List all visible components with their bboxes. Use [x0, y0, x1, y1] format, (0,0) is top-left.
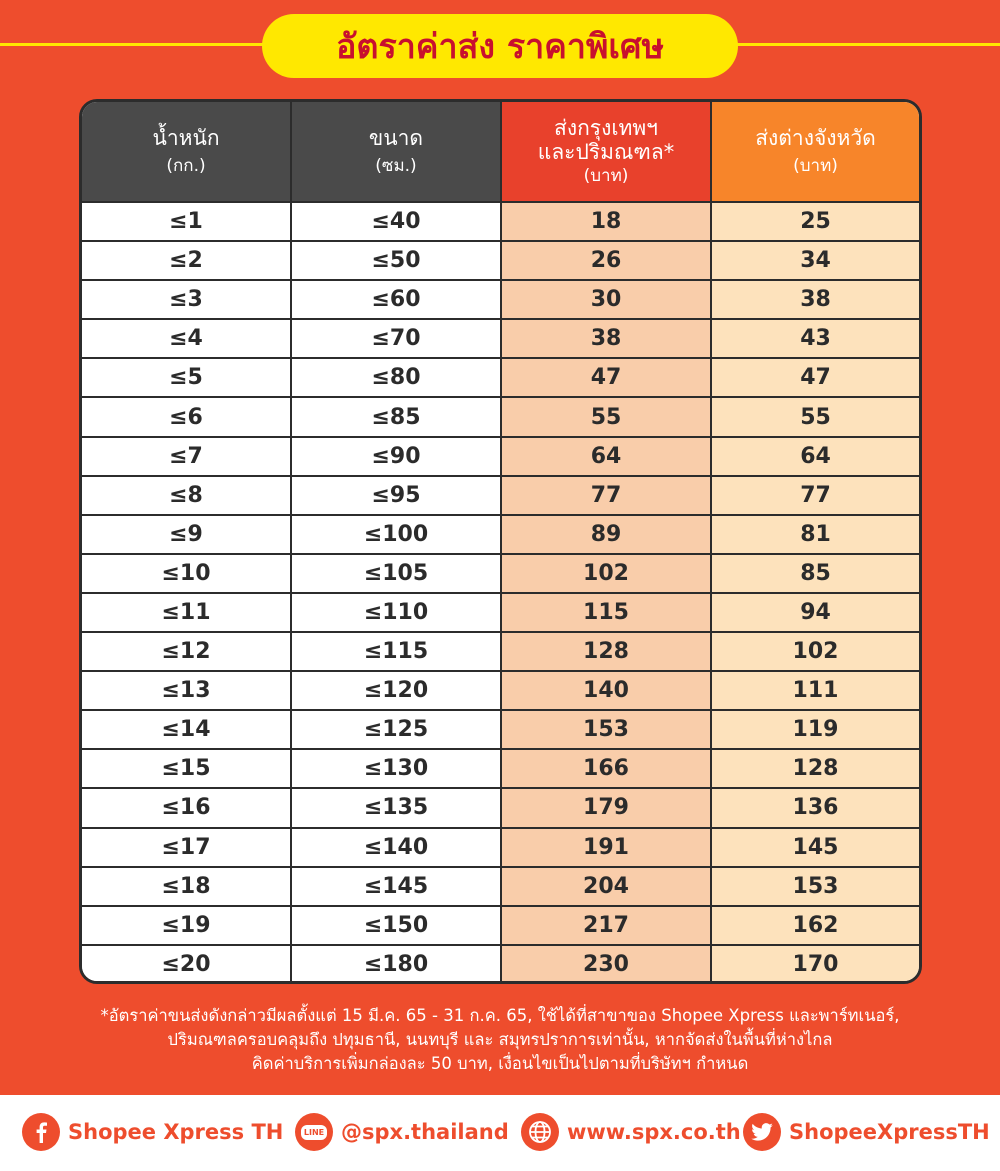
cell-size: ≤60 [292, 281, 502, 318]
cell-weight: ≤8 [82, 477, 292, 514]
cell-bangkok-rate: 179 [502, 789, 712, 826]
footnote-line-3: คิดค่าบริการเพิ่มกล่องละ 50 บาท, เงื่อนไขเป็นไปตามที่บริษัทฯ กำหนด [251, 1054, 749, 1073]
cell-upcountry-rate: 64 [712, 438, 919, 475]
cell-weight: ≤6 [82, 398, 292, 435]
cell-size: ≤40 [292, 203, 502, 240]
header-size [292, 102, 502, 201]
cell-size: ≤95 [292, 477, 502, 514]
cell-bangkok-rate: 26 [502, 242, 712, 279]
table-header [82, 102, 919, 201]
cell-size: ≤90 [292, 438, 502, 475]
table-row [82, 631, 919, 670]
cell-weight: ≤15 [82, 750, 292, 787]
table-row [82, 827, 919, 866]
cell-upcountry-rate: 77 [712, 477, 919, 514]
table-row [82, 318, 919, 357]
cell-upcountry-rate: 170 [712, 946, 919, 983]
cell-bangkok-rate: 77 [502, 477, 712, 514]
cell-bangkok-rate: 47 [502, 359, 712, 396]
cell-upcountry-rate: 55 [712, 398, 919, 435]
cell-weight: ≤19 [82, 907, 292, 944]
line-icon: LINE [295, 1113, 333, 1151]
table-row [82, 201, 919, 240]
footnote-line-2: ปริมณฑลครอบคลุมถึง ปทุมธานี, นนทบุรี และ สมุทรปราการเท่านั้น, หากจัดส่งในพื้นที่ห่างไกล [167, 1030, 833, 1049]
line-link[interactable] [295, 1113, 509, 1151]
cell-bangkok-rate: 64 [502, 438, 712, 475]
cell-bangkok-rate: 204 [502, 868, 712, 905]
cell-size: ≤50 [292, 242, 502, 279]
cell-upcountry-rate: 38 [712, 281, 919, 318]
cell-bangkok-rate: 191 [502, 829, 712, 866]
header-size-unit: (ซม.) [375, 155, 417, 176]
facebook-label: Shopee Xpress TH [68, 1120, 284, 1144]
cell-weight: ≤14 [82, 711, 292, 748]
header-upcountry-label: ส่งต่างจังหวัด [755, 125, 876, 150]
cell-weight: ≤13 [82, 672, 292, 709]
cell-upcountry-rate: 43 [712, 320, 919, 357]
table-row [82, 436, 919, 475]
cell-bangkok-rate: 217 [502, 907, 712, 944]
cell-bangkok-rate: 115 [502, 594, 712, 631]
cell-bangkok-rate: 30 [502, 281, 712, 318]
cell-size: ≤125 [292, 711, 502, 748]
cell-size: ≤135 [292, 789, 502, 826]
header-weight-unit: (กก.) [166, 155, 206, 176]
cell-bangkok-rate: 166 [502, 750, 712, 787]
cell-upcountry-rate: 153 [712, 868, 919, 905]
facebook-link[interactable] [22, 1113, 283, 1151]
page-title: อัตราค่าส่ง ราคาพิเศษ [262, 14, 738, 78]
title-line-right [730, 43, 1000, 46]
cell-upcountry-rate: 85 [712, 555, 919, 592]
facebook-icon [22, 1113, 60, 1151]
header-upcountry [712, 102, 919, 201]
cell-upcountry-rate: 25 [712, 203, 919, 240]
globe-icon [521, 1113, 559, 1151]
table-row [82, 709, 919, 748]
table-row [82, 240, 919, 279]
table-row [82, 866, 919, 905]
cell-size: ≤180 [292, 946, 502, 983]
cell-upcountry-rate: 128 [712, 750, 919, 787]
cell-size: ≤105 [292, 555, 502, 592]
table-row [82, 592, 919, 631]
cell-weight: ≤7 [82, 438, 292, 475]
line-label: @spx.thailand [341, 1120, 509, 1144]
table-row [82, 670, 919, 709]
cell-upcountry-rate: 136 [712, 789, 919, 826]
cell-size: ≤100 [292, 516, 502, 553]
cell-upcountry-rate: 119 [712, 711, 919, 748]
cell-upcountry-rate: 47 [712, 359, 919, 396]
header-bangkok-label: ส่งกรุงเทพฯ และปริมณฑล* [537, 115, 675, 164]
cell-upcountry-rate: 102 [712, 633, 919, 670]
cell-weight: ≤16 [82, 789, 292, 826]
header-bangkok-unit: (บาท) [583, 165, 629, 186]
table-row [82, 396, 919, 435]
cell-weight: ≤17 [82, 829, 292, 866]
cell-bangkok-rate: 230 [502, 946, 712, 983]
table-row [82, 748, 919, 787]
cell-weight: ≤11 [82, 594, 292, 631]
cell-bangkok-rate: 153 [502, 711, 712, 748]
cell-size: ≤150 [292, 907, 502, 944]
table-row [82, 553, 919, 592]
cell-weight: ≤5 [82, 359, 292, 396]
footnote [0, 1004, 1000, 1076]
cell-weight: ≤4 [82, 320, 292, 357]
cell-size: ≤130 [292, 750, 502, 787]
table-row [82, 944, 919, 983]
cell-weight: ≤18 [82, 868, 292, 905]
table-row [82, 279, 919, 318]
cell-bangkok-rate: 55 [502, 398, 712, 435]
cell-bangkok-rate: 89 [502, 516, 712, 553]
header-upcountry-unit: (บาท) [793, 155, 838, 176]
cell-size: ≤85 [292, 398, 502, 435]
header-size-label: ขนาด [368, 125, 424, 150]
header-bangkok [502, 102, 712, 201]
cell-bangkok-rate: 140 [502, 672, 712, 709]
cell-size: ≤145 [292, 868, 502, 905]
cell-upcountry-rate: 34 [712, 242, 919, 279]
cell-weight: ≤20 [82, 946, 292, 983]
cell-upcountry-rate: 94 [712, 594, 919, 631]
cell-weight: ≤2 [82, 242, 292, 279]
table-row [82, 787, 919, 826]
table-row [82, 475, 919, 514]
cell-weight: ≤3 [82, 281, 292, 318]
cell-bangkok-rate: 102 [502, 555, 712, 592]
header-weight [82, 102, 292, 201]
rate-table [79, 99, 922, 984]
cell-weight: ≤12 [82, 633, 292, 670]
twitter-label: ShopeeXpressTH [789, 1120, 990, 1144]
cell-size: ≤70 [292, 320, 502, 357]
title-line-left [0, 43, 270, 46]
cell-size: ≤120 [292, 672, 502, 709]
cell-upcountry-rate: 145 [712, 829, 919, 866]
cell-size: ≤110 [292, 594, 502, 631]
cell-size: ≤80 [292, 359, 502, 396]
cell-size: ≤115 [292, 633, 502, 670]
cell-bangkok-rate: 128 [502, 633, 712, 670]
table-row [82, 357, 919, 396]
cell-upcountry-rate: 162 [712, 907, 919, 944]
cell-weight: ≤10 [82, 555, 292, 592]
twitter-icon [743, 1113, 781, 1151]
table-body [82, 201, 919, 983]
cell-bangkok-rate: 38 [502, 320, 712, 357]
cell-weight: ≤1 [82, 203, 292, 240]
cell-size: ≤140 [292, 829, 502, 866]
website-label: www.spx.co.th [567, 1120, 741, 1144]
header-weight-label: น้ำหนัก [152, 125, 220, 150]
cell-weight: ≤9 [82, 516, 292, 553]
footnote-line-1: *อัตราค่าขนส่งดังกล่าวมีผลตั้งแต่ 15 มี.ค. 65 - 31 ก.ค. 65, ใช้ได้ที่สาขาของ Shopee Xpress และพาร์ทเนอร์, [100, 1006, 900, 1025]
website-link[interactable] [521, 1113, 741, 1151]
table-row [82, 514, 919, 553]
social-bar [0, 1095, 1000, 1171]
cell-bangkok-rate: 18 [502, 203, 712, 240]
twitter-link[interactable] [743, 1113, 990, 1151]
cell-upcountry-rate: 111 [712, 672, 919, 709]
cell-upcountry-rate: 81 [712, 516, 919, 553]
table-row [82, 905, 919, 944]
